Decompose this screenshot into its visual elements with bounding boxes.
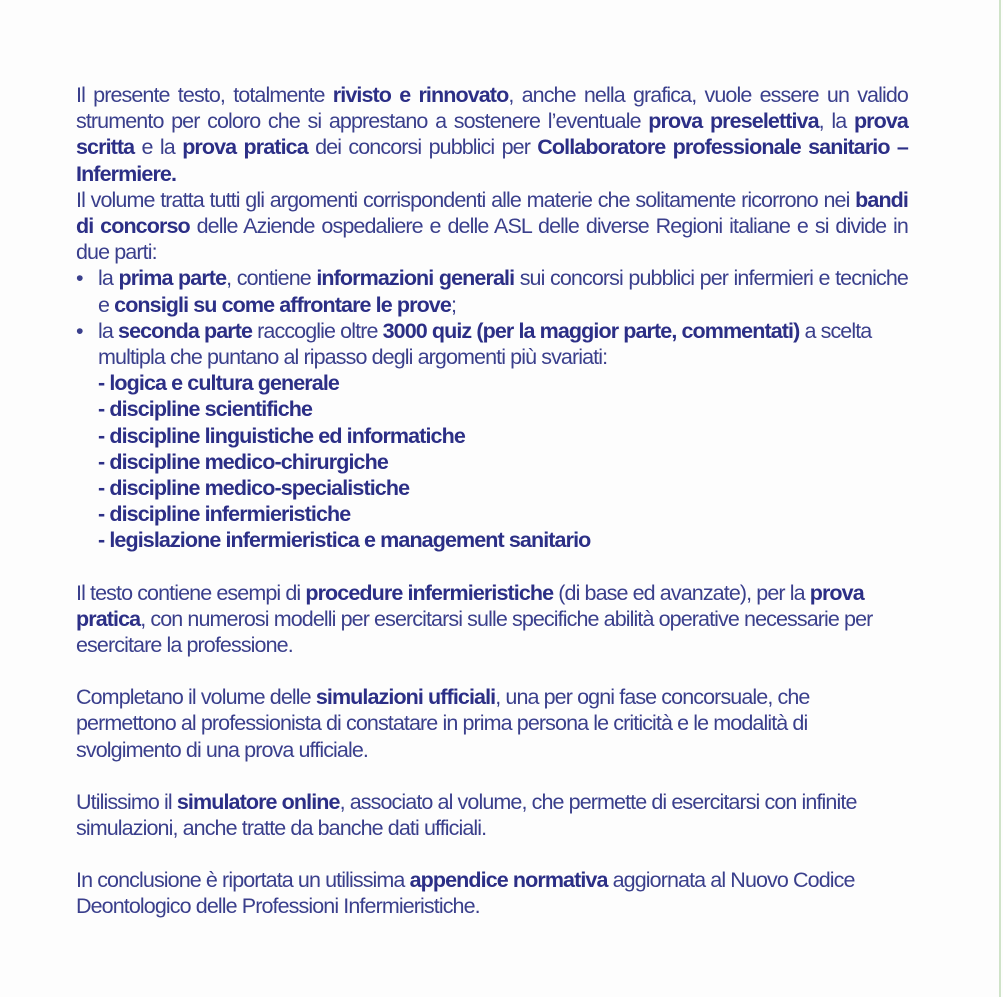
bullet-icon: •: [76, 318, 83, 343]
subject-item: - discipline medico-specialistiche: [98, 476, 410, 501]
subject-item: - logica e cultura generale: [98, 371, 339, 396]
back-cover-text: [76, 82, 908, 920]
bullet-first-part: • la prima parte, contiene informazioni generali sui concorsi pubblici per infermieri e tecniche e consigli su come affrontare le prove;: [76, 266, 908, 317]
subject-item: - discipline linguistiche ed informatiche: [98, 423, 465, 448]
simulator-paragraph: Utilissimo il simulatore online, associato al volume, che permette di esercitarsi con infinite simulazioni, anche tratte da banche dati ufficiali.: [76, 789, 857, 841]
subject-item: - discipline medico-chirurgiche: [98, 449, 388, 474]
procedures-paragraph: Il testo contiene esempi di procedure infermieristiche (di base ed avanzate), per la prova pratica, con numerosi modelli per esercitarsi sulle specifiche abilità operative necessarie per esercitare la professione.: [76, 580, 873, 658]
subject-item: - discipline infermieristiche: [98, 502, 351, 527]
page-edge: [999, 0, 1001, 997]
intro-paragraph: Il presente testo, totalmente rivisto e rinnovato, anche nella grafica, vuole essere un valido strumento per coloro che si apprestano a sostenere l’eventuale prova preselettiva, la prova scritta e la prova pratica dei concorsi pubblici per Collaboratore professionale sanitario – Infermiere.: [76, 83, 908, 186]
subject-item: - discipline scientifiche: [98, 397, 313, 422]
bullet-icon: •: [76, 266, 83, 291]
bullet-second-part: • la seconda parte raccoglie oltre 3000 quiz (per la maggior parte, commentati) a scelta multipla che puntano al ripasso degli argomenti più svariati:: [76, 318, 872, 370]
appendix-paragraph: In conclusione è riportata un utilissima appendice normativa aggiornata al Nuovo Codice Deontologico delle Professioni Infermieristiche.: [76, 868, 855, 919]
simulations-paragraph: Completano il volume delle simulazioni ufficiali, una per ogni fase concorsuale, che permettono al professionista di constatare in prima persona le criticità e le modalità di svolgimento di una prova ufficiale.: [76, 685, 810, 762]
subject-item: - legislazione infermieristica e management sanitario: [98, 528, 591, 553]
subject-list: [76, 370, 908, 553]
volume-paragraph: Il volume tratta tutti gli argomenti corrispondenti alle materie che solitamente ricorrono nei bandi di concorso delle Aziende ospedaliere e delle ASL delle diverse Regioni italiane e si divide in due parti:: [76, 187, 908, 265]
